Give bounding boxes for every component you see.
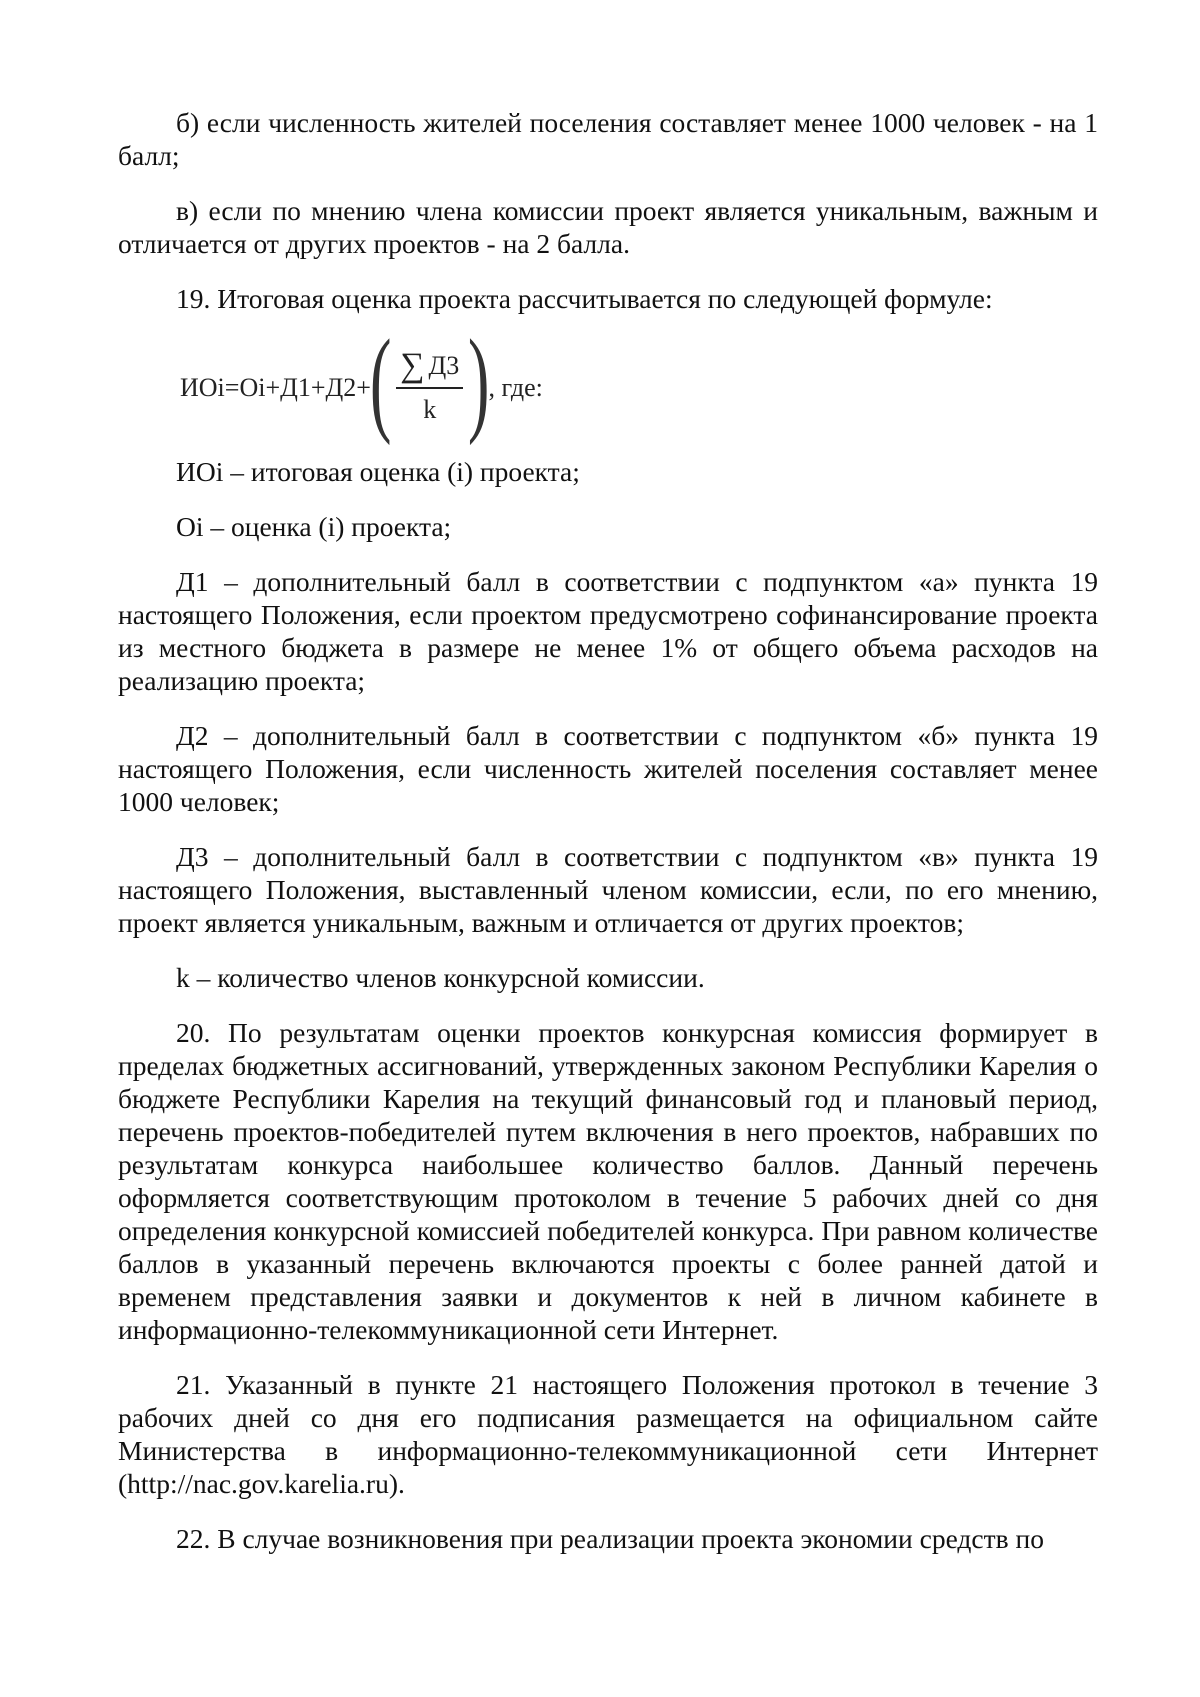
formula-right-paren: ) bbox=[468, 315, 490, 446]
sum-symbol: ∑ bbox=[400, 346, 425, 384]
paragraph-b: б) если численность жителей поселения составляет менее 1000 человек - на 1 балл; bbox=[118, 107, 1098, 171]
formula bbox=[180, 315, 1098, 446]
paragraph-22: 22. В случае возникновения при реализации проекта экономии средств по bbox=[176, 1523, 1044, 1554]
definition-d2: Д2 – дополнительный балл в соответствии с подпунктом «б» пункта 19 настоящего Положения, если численность жителей поселения составляет менее 1000 человек; bbox=[118, 720, 1098, 817]
definition-d1: Д1 – дополнительный балл в соответствии с подпунктом «а» пункта 19 настоящего Положения, если проектом предусмотрено софинансирование проекта из местного бюджета в размере не менее 1% от общего объема расходов на реализацию проекта; bbox=[118, 566, 1098, 696]
paragraph-19: 19. Итоговая оценка проекта рассчитывается по следующей формуле: bbox=[176, 283, 993, 314]
formula-left-paren: ( bbox=[369, 315, 392, 446]
definition-d3: Д3 – дополнительный балл в соответствии с подпунктом «в» пункта 19 настоящего Положения, выставленный членом комиссии, если, по его мнению, проект является уникальным, важным и отличается от других проектов; bbox=[118, 841, 1098, 938]
formula-numerator bbox=[396, 346, 463, 389]
formula-tail: , где: bbox=[488, 372, 543, 402]
definition-oi: Оi – оценка (i) проекта; bbox=[176, 511, 452, 542]
formula-fraction bbox=[396, 346, 463, 426]
paragraph-21: 21. Указанный в пункте 21 настоящего Положения протокол в течение 3 рабочих дней со дня его подписания размещается на официальном сайте Министерства в информационно-телекоммуникационной сети Интернет (http://nac.gov.karelia.ru). bbox=[118, 1369, 1098, 1499]
formula-lhs: ИОi=Oi+Д1+Д2+ bbox=[180, 372, 371, 402]
paragraph-v: в) если по мнению члена комиссии проект является уникальным, важным и отличается от других проектов - на 2 балла. bbox=[118, 195, 1098, 259]
formula-denominator: k bbox=[423, 394, 437, 424]
definition-ioi: ИОi – итоговая оценка (i) проекта; bbox=[176, 456, 580, 487]
document-page bbox=[118, 106, 1098, 1577]
definition-k: k – количество членов конкурсной комиссии. bbox=[176, 962, 705, 993]
numerator-text: Д3 bbox=[428, 351, 460, 380]
paragraph-20: 20. По результатам оценки проектов конкурсная комиссия формирует в пределах бюджетных ассигнований, утвержденных законом Республики Карелия о бюджете Республики Карелия на текущий финансовый год и плановый период, перечень проектов-победителей путем включения в него проектов, набравших по результатам конкурса наибольшее количество баллов. Данный перечень оформляется соответствующим протоколом в течение 5 рабочих дней со дня определения конкурсной комиссией победителей конкурса. При равном количестве баллов в указанный перечень включаются проекты с более ранней датой и временем представления заявки и документов к ней в личном кабинете в информационно-телекоммуникационной сети Интернет. bbox=[118, 1017, 1098, 1345]
